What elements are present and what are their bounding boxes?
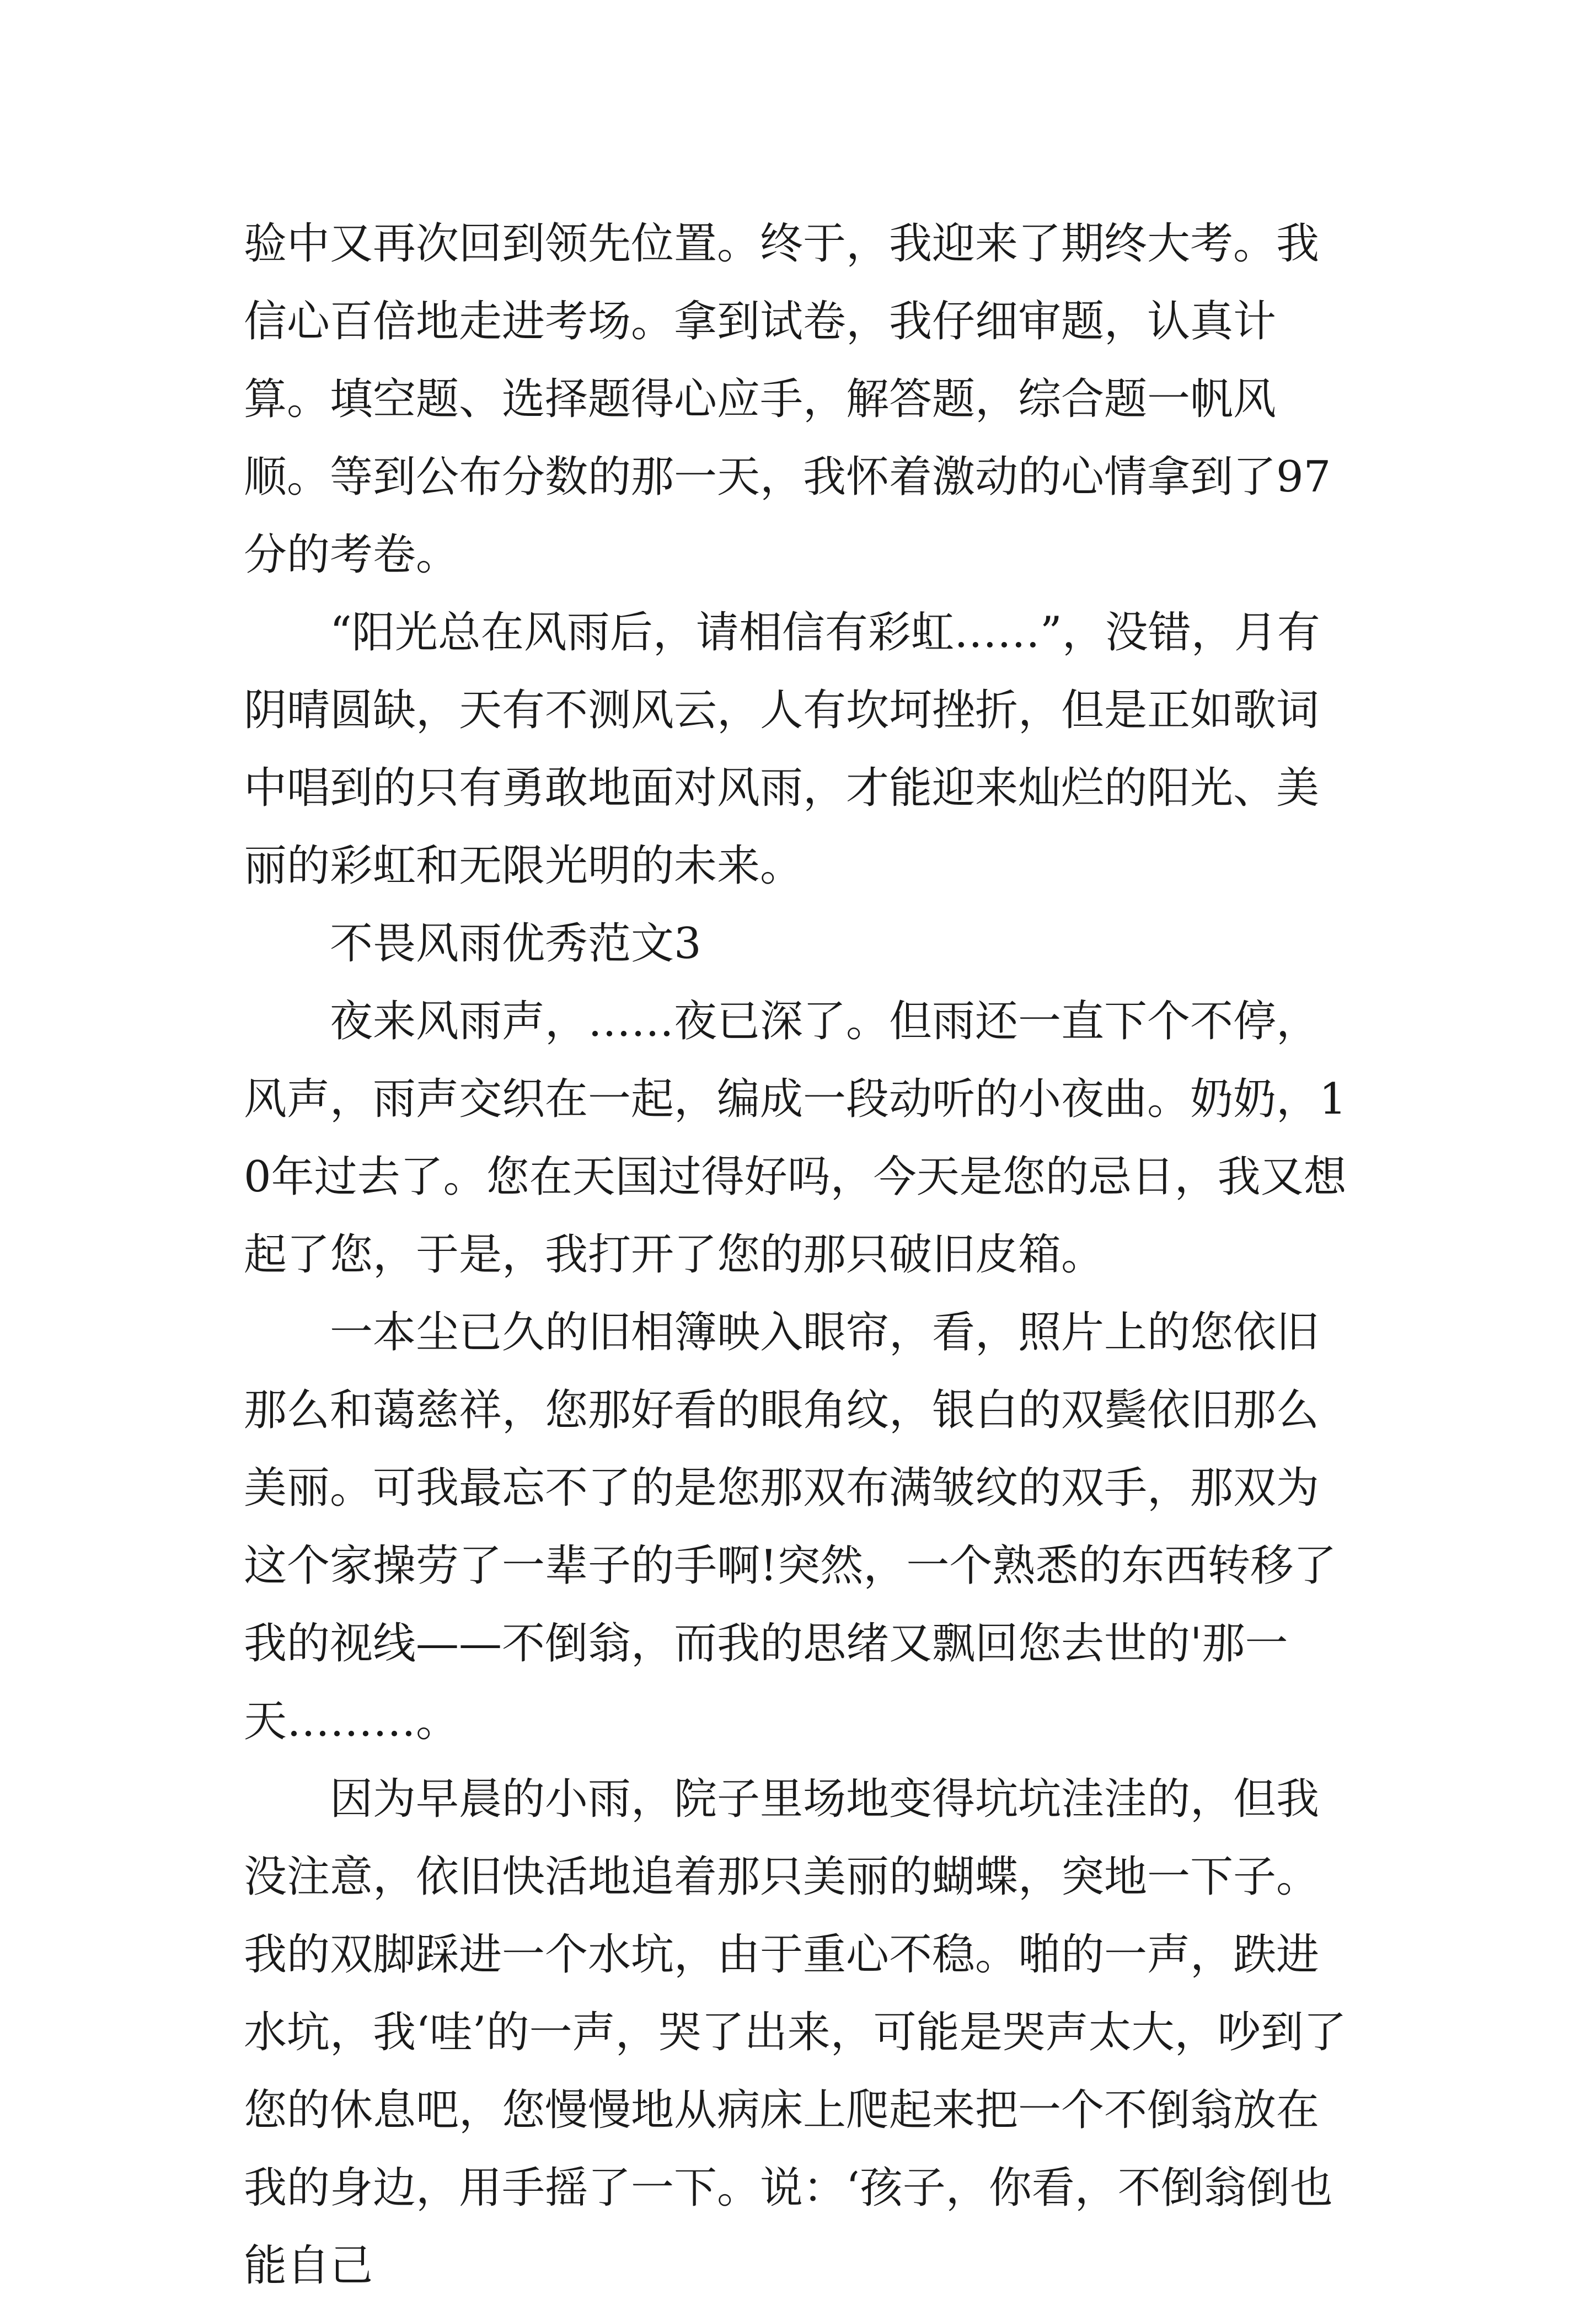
paragraph-photo-album: 一本尘已久的旧相簿映入眼帘，看，照片上的您依旧那么和蔼慈祥，您那好看的眼角纹，银白的双鬓依旧那么美丽。可我最忘不了的是您那双布满皱纹的双手，那双为这个家操劳了一辈子的手啊!突然，一个熟悉的东西转移了我的视线——不倒翁，而我的思绪又飘回您去世的'那一天………。	[244, 1308, 1337, 1746]
section-heading: 不畏风雨优秀范文3	[330, 919, 701, 969]
paragraph-exam-result: 验中又再次回到领先位置。终于，我迎来了期终大考。我信心百倍地走进考场。拿到试卷，我仔细审题，认真计算。填空题、选择题得心应手，解答题，综合题一帆风顺。等到公布分数的那一天，我怀着激动的心情拿到了97分的考卷。	[244, 219, 1331, 580]
paragraph-rainbow-quote: “阳光总在风雨后，请相信有彩虹……”，没错，月有阴晴圆缺，天有不测风云，人有坎坷挫折，但是正如歌词中唱到的只有勇敢地面对风雨，才能迎来灿烂的阳光、美丽的彩虹和无限光明的未来。	[244, 608, 1320, 891]
paragraph-memory: 因为早晨的小雨，院子里场地变得坑坑洼洼的，但我没注意，依旧快活地追着那只美丽的蝴蝶，突地一下子。我的双脚踩进一个水坑，由于重心不稳。啪的一声，跌进水坑，我‘哇’的一声，哭了出来，可能是哭声太大，吵到了您的休息吧，您慢慢地从病床上爬起来把一个不倒翁放在我的身边，用手摇了一下。说：‘孩子，你看，不倒翁倒也能自己	[244, 1774, 1347, 2291]
paragraph-night-rain: 夜来风雨声，……夜已深了。但雨还一直下个不停，风声，雨声交织在一起，编成一段动听的小夜曲。奶奶，10年过去了。您在天国过得好吗，今天是您的忌日，我又想起了您，于是，我打开了您的那只破旧皮箱。	[244, 997, 1347, 1280]
document-body	[244, 205, 1352, 2305]
